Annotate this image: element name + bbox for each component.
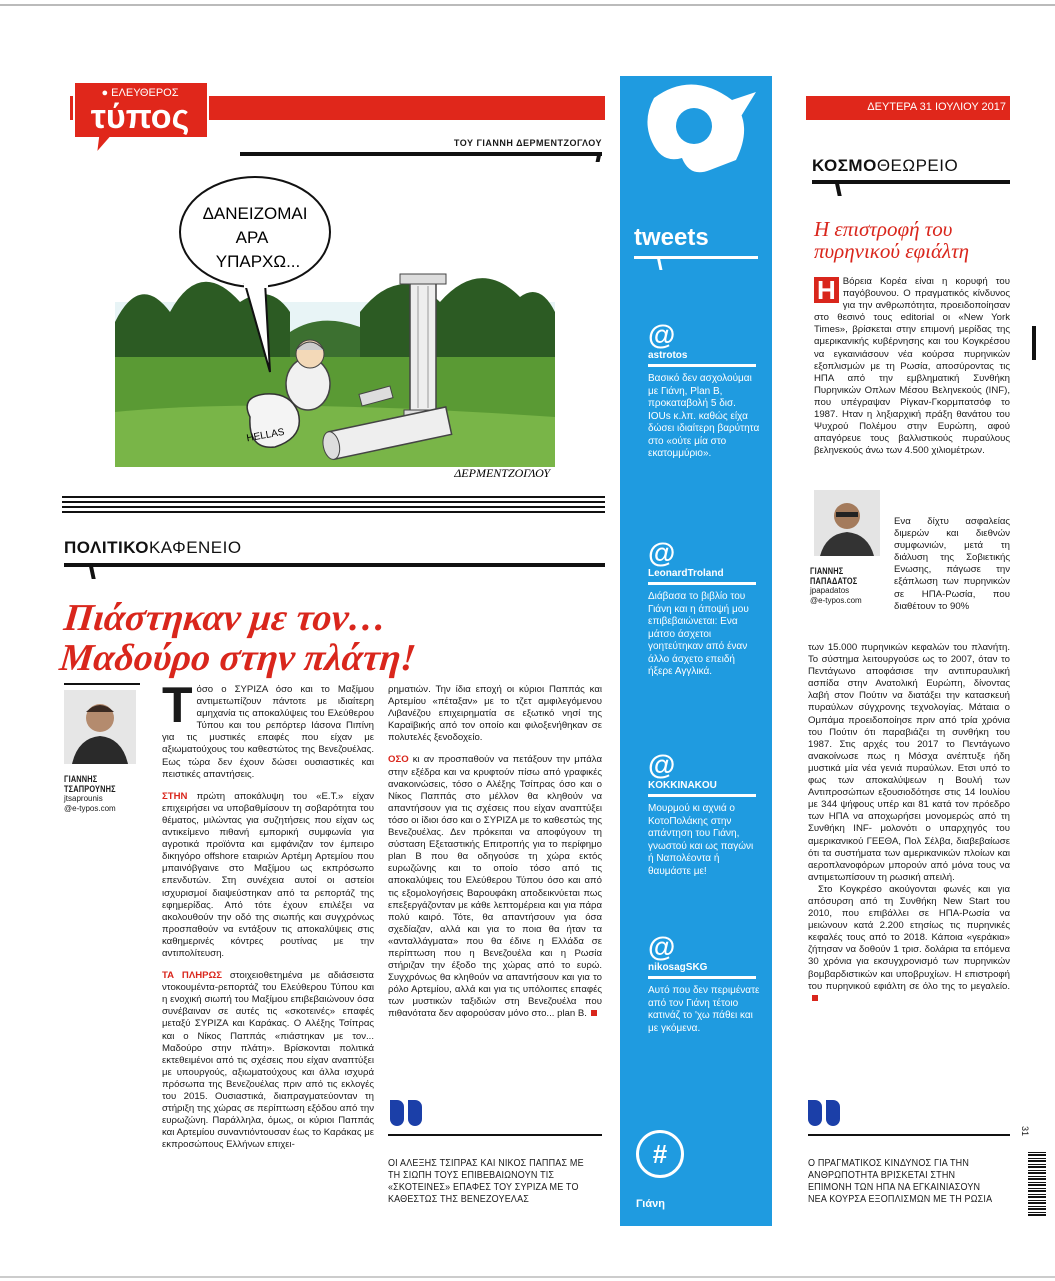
paragraph (162, 970, 374, 1151)
byline-mail: @e-typos.com (64, 804, 116, 813)
byline-name-1: ΓΙΑΝΝΗΣ (64, 774, 98, 784)
cartoon-signature: ΔΕΡΜΕΝΤΖΟΓΛΟΥ (454, 466, 550, 480)
tweet-handle: LeonardTroland (648, 568, 724, 579)
bubble-line-3: ΥΠΑΡΧΩ... (215, 252, 301, 271)
end-mark (591, 1010, 597, 1016)
tweet-text: Διάβασα το βιβλίο του Γιάνη και η άποψή μου επιβεβαιώνεται: Ενα μάτσο άσχετοι γοητεύτηκαν από έναν άλλο άσχετο επειδή ήξερε Αγγλικά. (648, 591, 749, 677)
right-article-wrap (894, 516, 1010, 642)
tweet-rule (648, 364, 756, 367)
logo-brand-small: ● ΕΛΕΥΘΕΡΟΣ (101, 87, 179, 99)
cartoon (60, 162, 605, 497)
headline-line-1: Πιάστηκαν με τον… (61, 597, 389, 639)
byline-name-2: ΤΣΑΠΡΟΥΝΗΣ (64, 784, 116, 794)
byline-handle: jpapadatos (810, 586, 850, 595)
divider (62, 496, 605, 498)
byline-mail: @e-typos.com (810, 596, 862, 605)
tweet-item (648, 932, 760, 1035)
right-article-bottom (808, 642, 1010, 1094)
tweet-handle: KOKKINAKOU (648, 780, 717, 791)
logo-brand-big: τύπος (90, 98, 190, 136)
right-byline (810, 566, 886, 606)
right-article-top (814, 276, 1010, 510)
sack-label: HELLAS (245, 426, 286, 445)
byline-handle: jtsaprounis (64, 794, 103, 803)
lead-in: ΤΑ ΠΛΗΡΩΣ (162, 970, 222, 982)
tweet-handle: nikosagSKG (648, 962, 708, 973)
headline-line-2: Μαδούρο στην πλάτη! (57, 637, 418, 679)
section-heading-light: ΘΕΩΡΕΙΟ (876, 156, 959, 175)
article-column-1 (162, 684, 374, 1224)
tweet-rule (648, 794, 756, 797)
tweets-column (620, 76, 772, 1226)
tweet-item (648, 538, 760, 679)
headline-line-1: Η επιστροφή του (814, 217, 953, 241)
byline (64, 774, 140, 814)
newspaper-logo (70, 76, 212, 160)
paragraph (388, 754, 602, 1020)
pullquote: Ο ΠΡΑΓΜΑΤΙΚΟΣ ΚΙΝΔΥΝΟΣ ΓΙΑ ΤΗΝ ΑΝΘΡΩΠΟΤΗΤΑ ΒΡΙΣΚΕΤΑΙ ΣΤΗΝ ΕΠΙΜΟΝΗ ΤΩΝ ΗΠΑ ΝΑ ΕΓΚΑΙΝΙΑΣΟΥΝ ΝΕΑ ΚΟΥΡΣΑ ΕΞΟΠΛΙΣΜΩΝ ΜΕ ΤΗ ΡΩΣΙΑ (808, 1158, 993, 1205)
article-headline (58, 598, 606, 678)
issue-date: ΔΕΥΤΕΡΑ 31 ΙΟΥΛΙΟΥ 2017 (867, 101, 1006, 113)
pullquote-rule (808, 1134, 1010, 1136)
tweet-rule (648, 582, 756, 585)
page-top-line (0, 4, 1055, 6)
right-headline (814, 218, 1009, 262)
lead-in: ΟΣΟ (388, 754, 409, 766)
section-heading-bold: ΠΟΛΙΤΙΚΟ (64, 538, 149, 557)
lead-in: ΣΤΗΝ (162, 790, 188, 802)
at-icon: @ (648, 749, 676, 780)
dropcap: Η (814, 277, 839, 303)
right-author-photo (814, 490, 880, 556)
tweet-rule (648, 976, 756, 979)
tweet-text: Μουρμού κι αχνιά ο ΚοτοΠολάκης στην απάντηση του Γιάνη, γνωστού και ως παγώνι ή Ναπολέοντα ή θαυμάστε με! (648, 803, 754, 877)
tweet-text: Βασικό δεν ασχολούμαι με Γιάνη, Plan B, προκαταβολή 5 δισ. IOUs κ.λπ. καθώς είχα δώσει ιδιαίτερη βαρύτητα στο «ούτε μία στο εκατομμύριο». (648, 373, 760, 459)
tweet-item (648, 320, 760, 461)
author-photo (64, 690, 136, 764)
tweet-handle: astrotos (648, 350, 688, 361)
tweet-text: Αυτό που δεν περιμένατε από τον Γιάνη τέτοιο κατινάζ το 'χω πάθει και με γκόμενα. (648, 985, 760, 1034)
paragraph-text: στοιχειοθετημένα με αδιάσειστα ντοκουμέντα-ρεπορτάζ του Ελεύθερου Τύπου και η ενοχική σιωπή του Μαξίμου επιβεβαιώνουν όσα συνέβαιναν σε αυτές τις «σκοτεινές» επαφές μεταξύ ΣΥΡΙΖΑ και Καράκας. Ο Αλέξης Τσίπρας και ο Νίκος Παππάς «πιάστηκαν με τον... Μαδούρο στην πλάτη». Βρίσκονται πολιτικά εκτεθειμένοι από τις σχέσεις που είχαν αναπτύξει με υπουργούς, αξιωματούχους και άλλα ισχυρά πρόσωπα της Βενεζουέλας πριν από τις εκλογές του 2015. Ουσιαστικά, διαπραγματεύονταν τη στήριξη της χώρας σε περίπτωση εξόδου από την ευρωζώνη. Παράλληλα, όμως, οι κύριοι Παππάς και Αρτεμίου συναντιόντουσαν έως το Καράκας με εκπροσώπους Ελλήνων επιχει- (162, 970, 374, 1151)
divider (62, 511, 605, 513)
byline-name-2: ΠΑΠΑΔΑΤΟΣ (810, 576, 858, 586)
section-heading-light: ΚΑΦΕΝΕΙΟ (148, 538, 242, 557)
bottom-line (0, 1276, 1055, 1278)
tweets-title-rule (634, 256, 758, 259)
quote-icon (390, 1100, 424, 1131)
paragraph-text: Ενα δίχτυ ασφαλείας διμερών και διεθνών συμφωνιών, μετά τη διάλυση της Σοβιετικής Ενωσης, πάγωσε την εξάπλωση των πυρηνικών σε ΗΠΑ-Ρωσία, που διαθέτουν το 90% (894, 516, 1010, 612)
tweet-item (648, 750, 760, 878)
paragraph-text: όσο ο ΣΥΡΙΖΑ όσο και το Μαξίμου αντιμετωπίζουν πάντοτε με ιδιαίτερη αμηχανία τις αποκαλύψεις του Ελεύθερου Τύπου και του ρεπόρτερ Ιάσονα Πιπίνη για τις μυστικές επαφές που είχαν με αξιωματούχους του καθεστώτος της Βενεζουέλας. Εως τώρα δεν έχουν δώσει ουσιαστικές και πειστικές απαντήσεις. (162, 684, 374, 780)
quote-icon (808, 1100, 842, 1131)
margin-mark (1032, 326, 1036, 360)
paragraph-text: πρώτη αποκάλυψη του «Ε.Τ.» είχαν επιχειρήσει να υποβαθμίσουν τη σοβαρότητα του θέματος, μιλώντας για συζητήσεις που είχαν ως αντικείμενο πιθανή εμπορική συμφωνία για αγροτικά προϊόντα και εμφάνιζαν τον έμπειρο δικηγόρο offshore εταιριών Αρτέμη Αρτεμίου που μπαινόβγαινε στο Μαξίμου ως εκπρόσωπο επενδυτών. Στη συνέχεια αυτοί οι αστείοι ισχυρισμοί διαψεύστηκαν από τα ρεπορτάζ της εφημερίδας. Από τότε έχουν επιλέξει να ακολουθούν την οδό της σιωπής και συγχρόνως προσπαθούν να εντάξουν τις αποκαλύψεις στις καθημερινές κόντρες ρουτίνας με την αντιπολίτευση. (162, 790, 374, 959)
section-heading (64, 538, 242, 558)
dropcap: Τ (162, 684, 193, 733)
author-rule (240, 152, 602, 156)
section-rule (812, 180, 1010, 184)
hashtag-icon (636, 1130, 684, 1178)
at-icon: @ (648, 931, 676, 962)
barcode-icon (1028, 1150, 1046, 1216)
bubble-line-1: ΔΑΝΕΙΖΟΜΑΙ (202, 204, 308, 223)
paragraph (808, 642, 1010, 884)
section-heading (812, 156, 958, 176)
pullquote: ΟΙ ΑΛΕΞΗΣ ΤΣΙΠΡΑΣ ΚΑΙ ΝΙΚΟΣ ΠΑΠΠΑΣ ΜΕ ΤΗ ΣΙΩΠΗ ΤΟΥΣ ΕΠΙΒΕΒΑΙΩΝΟΥΝ ΤΙΣ «ΣΚΟΤΕΙΝΕΣ» ΕΠΑΦΕΣ ΤΟΥ ΣΥΡΙΖΑ ΜΕ ΤΟ ΚΑΘΕΣΤΩΣ ΤΗΣ ΒΕΝΕΖΟΥΕΛΑΣ (388, 1158, 584, 1205)
byline-rule (64, 683, 140, 685)
paragraph (162, 684, 374, 781)
at-icon: @ (648, 537, 676, 568)
tweets-footer: Γιάνη (636, 1198, 665, 1210)
paragraph-text: κι αν προσπαθούν να πετάξουν την μπάλα στην εξέδρα και να κρυφτούν πίσω από γραφικές ανακοινώσεις, τόσο ο Αλέξης Τσίπρας όσο και ο Νίκος Παππάς στο μέλλον θα κληθούν να απαντήσουν για τις σχέσεις που είχαν αναπτύξει τόσο οι ίδιοι όσο και ο ΣΥΡΙΖΑ με το καθεστώς της Βενεζουέλας. Δεν πρόκειται να αποφύγουν τη σύσταση Εξεταστικής Επιτροπής για το περίφημο plan B που θα οδηγούσε τη χώρα εκτός ευρωζώνης και το οποίο τόσο από τις αποκαλύψεις του Ελεύθερου Τύπου όσο και από τις εξομολογήσεις Βαρουφάκη αποδεικνύεται πως επεξεργάζονταν με κάθε λεπτομέρεια και για πάρα πολύ καιρό. Τότε, θα απαντήσουν για όσα σχεδίαζαν, αλλά και για το ποια θα ήταν τα «ανταλλάγματα» που θα έδινε η Ελλάδα σε περίπτωση που η Βενεζουέλα και η Ρωσία στήριζαν την έξοδο της χώρας από το ευρώ. Συγχρόνως θα κληθούν να απαντήσουν και για το ρόλο Αρτεμίου, αλλά και για τις υπόλοιπες επαφές των μυστικών ταξιδιών στη Βενεζουέλα που πιθανότατα δεν αφορούσαν μόνο στο... plan B. (388, 754, 602, 1020)
paragraph (162, 791, 374, 960)
section-rule (64, 563, 605, 567)
tweets-logo-icon (632, 78, 760, 214)
paragraph-text: Βόρεια Κορέα είναι η κορυφή του παγόβουνου. Ο πραγματικός κίνδυνος για την ανθρωπότητα, προειδοποίησαν στο θεσινό τους editorial οι «New York Times», βρίσκεται στην επιμονή μερίδας της αμερικανικής κυβέρνησης και του Κογκρέσου να εγκαινιάσουν νέα κούρσα πυρηνικών εξοπλισμών με τη Ρωσία, αποσύροντας τις ΗΠΑ από την εμβληματική Συνθήκη Πυρηνικών Οπλων Μέσου Βεληνεκούς (INF), που υπέγραψαν Ρίγκαν-Γκορμπατσόφ το 1987. Ηταν η ληξιαρχική πράξη θανάτου του Ψυχρού Πολέμου στην Ευρώπη, αφού απαγόρευε τους βαλλιστικούς πυραύλους βεληνεκούς άνω των 4.500 χιλιομέτρων. (814, 276, 1010, 457)
section-heading-bold: ΚΟΣΜΟ (812, 156, 877, 175)
headline-line-2: πυρηνικού εφιάλτη (814, 239, 970, 263)
byline-name-1: ΓΙΑΝΝΗΣ (810, 566, 844, 576)
divider (62, 506, 605, 508)
at-icon: @ (648, 319, 676, 350)
paragraph (388, 684, 602, 744)
paragraph-text: των 15.000 πυρηνικών κεφαλών του πλανήτη. Το σύστημα λειτουργούσε ως το 2007, όταν το Πεντάγωνο αποφάσισε την αντιπυραυλική ασπίδα στην Ανατολική Ευρώπη, δίνοντας λαβή στον Πούτιν να διατάξει την κατασκευή πυραύλων σύγχρονης τεχνολογίας. Μάταια ο Ομπάμα προειδοποίησε πριν από τρία χρόνια του Πούτιν ότι παραβιάζει τη συνθήκη του 1987. Στις αρχές του 2017 το Πεντάγωνο ανακοίνωσε πως η Μόσχα ανέπτυξε ήδη μυστικά μία νέα γενιά πυραύλων. Ετσι υπό το φως των αποκαλύψεων η Βουλή των Αντιπροσώπων εξουσιοδότησε στις 14 Ιουλίου με 344 ψήφους υπέρ και 81 κατά τον πρόεδρο των ΗΠΑ να αποχωρήσει μονομερώς από τη Συνθήκη INF- μολονότι ο υπαρχηγός του αμερικανικού ΓΕΕΘΑ, Πολ Σέλβα, διαβεβαίωσε ότι τα συστήματα των αμερικανικών πλοίων και αεροπλανοφόρων μπορούν από μόνα τους να αντιμετωπίσουν τη ρωσική απειλή. (808, 642, 1010, 883)
paragraph-text: Στο Κογκρέσο ακούγονται φωνές και για απόσυρση από τη Συνθήκη New Start του 2010, που επιβάλλει σε ΗΠΑ-Ρωσία να μειώνουν κατά 2.200 ετησίως τις πυρηνικές κεφαλές τους από το 2018. Κάποια «γεράκια» ζήτησαν να δοθούν 1 τρισ. δολάρια τα επόμενα 30 χρόνια για εκσυγχρονισμό των πυρηνικών βομβαρδιστικών και υποβρυχίων. Η επιστροφή του πυρηνικού εφιάλτη σε όλο της το μεγαλείο. (808, 883, 1010, 992)
paragraph-text: ρηματιών. Την ίδια εποχή οι κύριοι Παππάς και Αρτεμίου «πέταξαν» με το τζετ αμφιλεγόμενου Λιβανέζου επιχειρηματία σε εξωτικό νησί της Καραϊβικής από τον οποίο και φιλοξενήθηκαν σε πολυτελές ξενοδοχείο. (388, 684, 602, 744)
pullquote-rule (388, 1134, 602, 1136)
page-number: 31 (1020, 1126, 1030, 1137)
paragraph (808, 884, 1010, 1005)
column-author: ΤΟΥ ΓΙΑΝΝΗ ΔΕΡΜΕΝΤΖΟΓΛΟΥ (453, 138, 602, 148)
bubble-line-2: ΑΡΑ (235, 228, 269, 247)
end-mark (812, 995, 818, 1001)
hashtag-symbol: # (652, 1139, 668, 1169)
tweets-title: tweets (634, 224, 709, 251)
article-column-2 (388, 684, 602, 1031)
divider (62, 501, 605, 503)
